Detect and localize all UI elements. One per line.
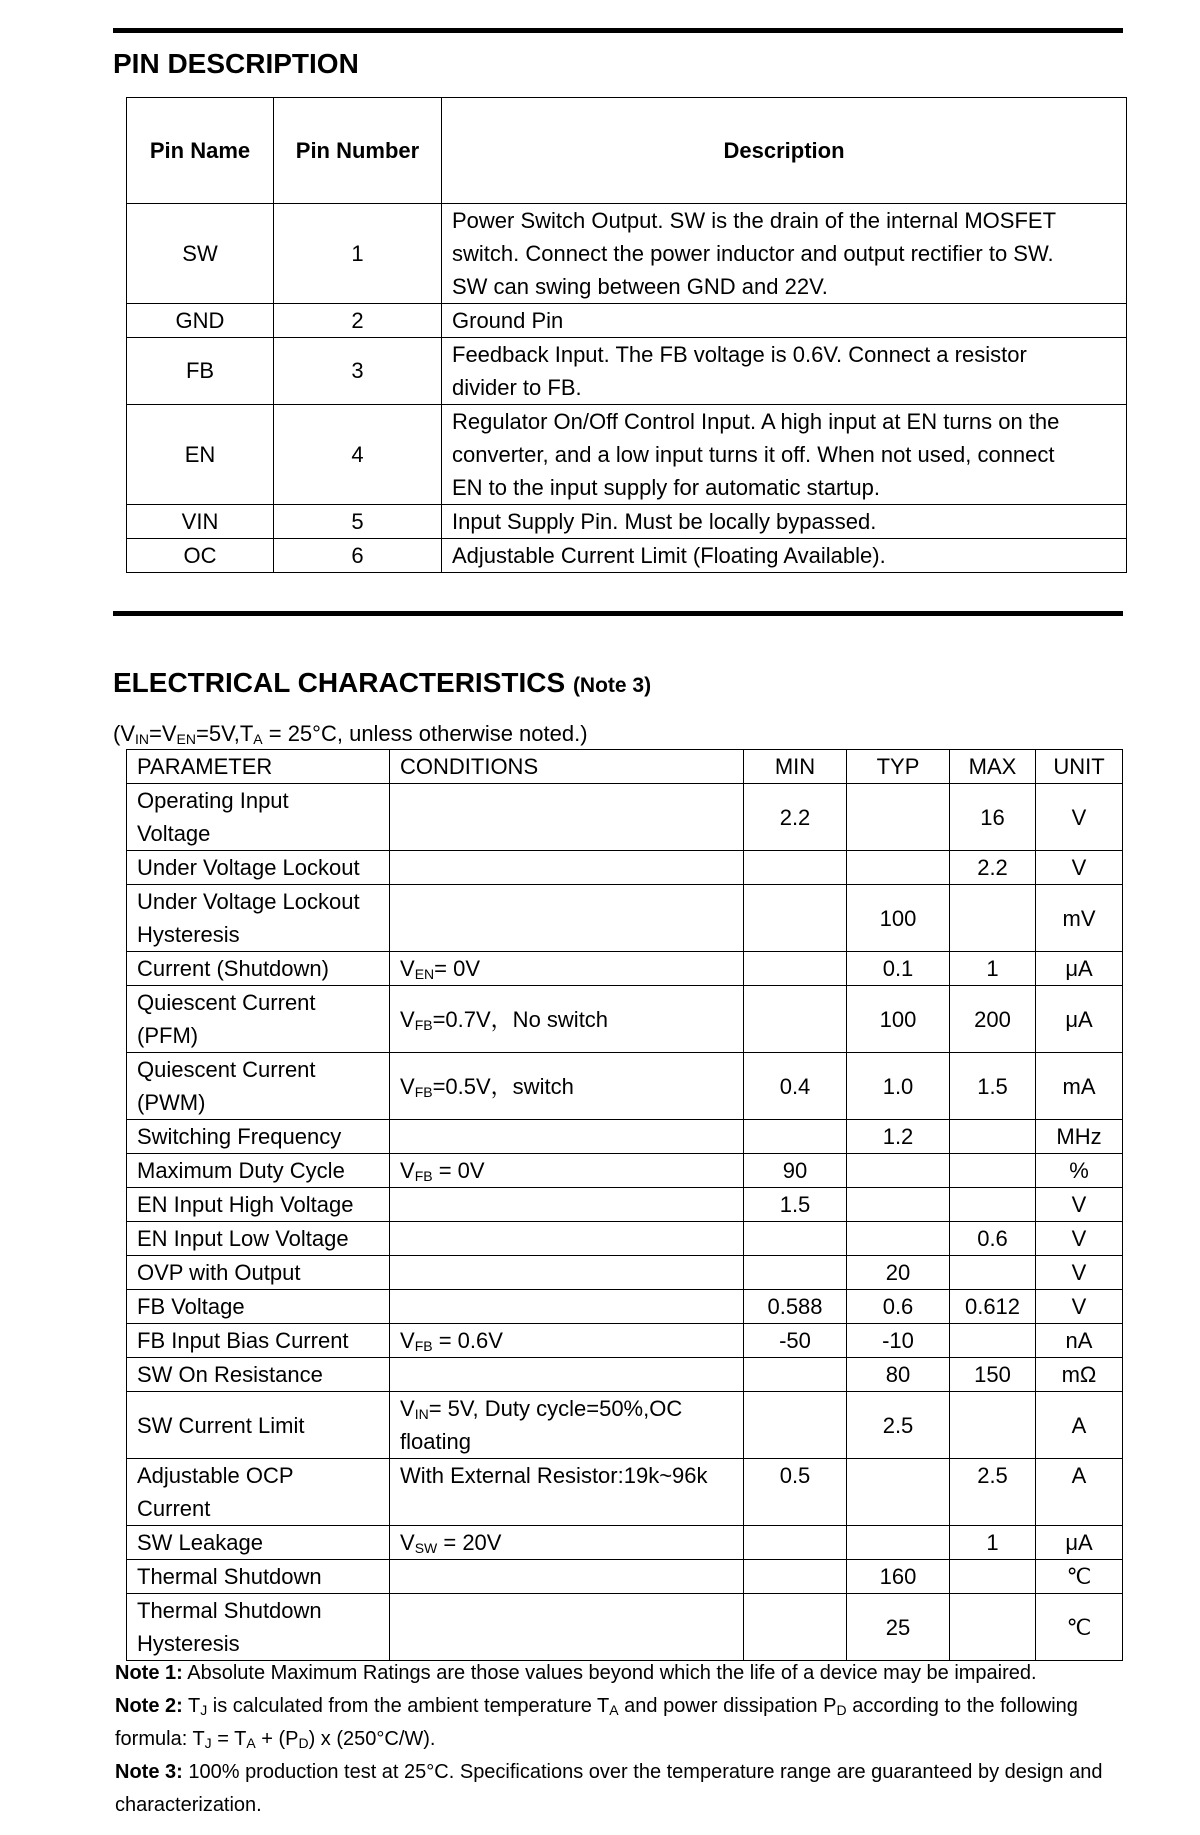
pin-table-header [127, 98, 1127, 204]
pin-number: 3 [274, 338, 442, 405]
condition-text: V [400, 1396, 415, 1421]
min-cell [744, 1358, 847, 1392]
condition-line [400, 1425, 733, 1458]
max-cell: 200 [950, 986, 1036, 1053]
pin-description-line: Power Switch Output. SW is the drain of the internal MOSFET [452, 208, 1057, 233]
pin-description [442, 405, 1127, 505]
pin-number: 6 [274, 539, 442, 573]
ec-row [127, 1222, 1123, 1256]
conditions-cell [390, 1459, 744, 1526]
test-conditions-text: =V [149, 721, 177, 746]
unit-header: UNIT [1036, 750, 1123, 784]
conditions-cell [390, 1256, 744, 1290]
pin-name: FB [127, 338, 274, 405]
min-cell [744, 1594, 847, 1661]
parameter-cell [127, 1120, 390, 1154]
note-text: is calculated from the ambient temperature T [207, 1695, 610, 1717]
parameter-line: Hysteresis [137, 922, 240, 947]
pin-number-header: Pin Number [274, 98, 442, 204]
typ-cell: -10 [847, 1324, 950, 1358]
parameter-cell [127, 986, 390, 1053]
parameter-line: Thermal Shutdown [137, 1598, 322, 1623]
unit-cell: % [1036, 1154, 1123, 1188]
unit-cell: ℃ [1036, 1560, 1123, 1594]
parameter-line: Voltage [137, 821, 211, 846]
max-cell: 150 [950, 1358, 1036, 1392]
condition-text: = 0V [432, 1158, 485, 1183]
condition-text: V [400, 956, 415, 981]
max-cell: 2.2 [950, 851, 1036, 885]
unit-cell: V [1036, 1290, 1123, 1324]
ec-row [127, 1290, 1123, 1324]
ec-row [127, 1053, 1123, 1120]
note-subscript: J [204, 1735, 212, 1751]
min-cell: 0.4 [744, 1053, 847, 1120]
parameter-cell [127, 851, 390, 885]
pin-description [442, 505, 1127, 539]
unit-cell: V [1036, 1222, 1123, 1256]
test-conditions [113, 721, 588, 747]
min-cell: 90 [744, 1154, 847, 1188]
pin-name: OC [127, 539, 274, 573]
pin-row [127, 505, 1127, 539]
unit-cell: μA [1036, 986, 1123, 1053]
typ-cell: 25 [847, 1594, 950, 1661]
test-conditions-subscript: EN [176, 731, 196, 747]
parameter-line: Hysteresis [137, 1631, 240, 1656]
unit-cell: mΩ [1036, 1358, 1123, 1392]
pin-number: 1 [274, 204, 442, 304]
typ-header: TYP [847, 750, 950, 784]
note-label: Note 3: [115, 1761, 183, 1783]
note-paragraph [115, 1657, 1135, 1690]
parameter-cell [127, 1459, 390, 1526]
max-cell: 16 [950, 784, 1036, 851]
typ-cell [847, 1222, 950, 1256]
note-text: according to the following formula: T [115, 1695, 1078, 1750]
unit-cell: V [1036, 1188, 1123, 1222]
pin-number: 5 [274, 505, 442, 539]
parameter-line: FB Voltage [137, 1294, 245, 1319]
parameter-line: SW Leakage [137, 1530, 263, 1555]
conditions-cell [390, 1290, 744, 1324]
note-text: = T [211, 1728, 247, 1750]
max-cell [950, 1594, 1036, 1661]
ec-row [127, 784, 1123, 851]
max-cell: 2.5 [950, 1459, 1036, 1526]
top-divider [113, 28, 1123, 33]
ec-row [127, 851, 1123, 885]
note-paragraph [115, 1690, 1135, 1756]
ec-row [127, 1188, 1123, 1222]
condition-subscript: FB [414, 1083, 433, 1100]
parameter-line: EN Input High Voltage [137, 1192, 354, 1217]
ec-row [127, 885, 1123, 952]
min-cell: -50 [744, 1324, 847, 1358]
typ-cell: 0.6 [847, 1290, 950, 1324]
condition-line [400, 1526, 733, 1559]
note-text: ) x (250°C/W). [308, 1728, 436, 1750]
ec-title-note: (Note 3) [572, 674, 652, 697]
ec-row [127, 1594, 1123, 1661]
condition-text: =0.5V，switch [432, 1073, 574, 1099]
max-cell [950, 1392, 1036, 1459]
unit-cell: A [1036, 1459, 1123, 1526]
typ-cell [847, 1154, 950, 1188]
parameter-line: Adjustable OCP [137, 1463, 294, 1488]
conditions-cell [390, 851, 744, 885]
condition-subscript: FB [414, 1168, 433, 1184]
min-cell: 0.5 [744, 1459, 847, 1526]
condition-text: V [400, 1073, 415, 1099]
condition-text: floating [400, 1429, 471, 1454]
parameter-cell [127, 1188, 390, 1222]
condition-text: With External Resistor:19k~96k [400, 1463, 708, 1488]
typ-cell [847, 784, 950, 851]
conditions-cell [390, 1053, 744, 1120]
parameter-line: Operating Input [137, 788, 289, 813]
typ-cell [847, 1526, 950, 1560]
pin-name-header: Pin Name [127, 98, 274, 204]
condition-subscript: FB [414, 1016, 433, 1033]
pin-row [127, 204, 1127, 304]
max-cell: 0.6 [950, 1222, 1036, 1256]
note-subscript: A [609, 1702, 619, 1718]
note-text: 100% production test at 25°C. Specifications over the temperature range are guaranteed by design and characterization. [115, 1761, 1103, 1816]
note-paragraph [115, 1756, 1135, 1822]
note-text: and power dissipation P [618, 1695, 837, 1717]
min-cell: 0.588 [744, 1290, 847, 1324]
max-cell [950, 1188, 1036, 1222]
pin-description [442, 338, 1127, 405]
conditions-cell [390, 1560, 744, 1594]
pin-row [127, 304, 1127, 338]
condition-text: V [400, 1158, 415, 1183]
conditions-cell [390, 1358, 744, 1392]
max-cell: 1.5 [950, 1053, 1036, 1120]
condition-text: = 5V, Duty cycle=50%,OC [428, 1396, 683, 1421]
ec-table-header [127, 750, 1123, 784]
min-cell [744, 885, 847, 952]
parameter-cell [127, 1256, 390, 1290]
max-cell [950, 1256, 1036, 1290]
note-text: + (P [255, 1728, 299, 1750]
unit-cell: A [1036, 1392, 1123, 1459]
parameter-cell [127, 952, 390, 986]
parameter-cell [127, 885, 390, 952]
typ-cell [847, 1459, 950, 1526]
typ-cell: 0.1 [847, 952, 950, 986]
condition-line [400, 1392, 733, 1425]
unit-cell: V [1036, 784, 1123, 851]
unit-cell: mA [1036, 1053, 1123, 1120]
parameter-cell [127, 1526, 390, 1560]
max-cell: 1 [950, 952, 1036, 986]
parameter-header: PARAMETER [127, 750, 390, 784]
condition-subscript: EN [414, 966, 435, 982]
ec-row [127, 1324, 1123, 1358]
min-cell [744, 1560, 847, 1594]
note-subscript: J [200, 1702, 208, 1718]
conditions-cell [390, 1188, 744, 1222]
min-cell [744, 851, 847, 885]
min-cell [744, 1222, 847, 1256]
typ-cell [847, 851, 950, 885]
test-conditions-text: (V [113, 721, 135, 746]
max-cell: 1 [950, 1526, 1036, 1560]
pin-description-line: Regulator On/Off Control Input. A high input at EN turns on the [452, 409, 1060, 434]
pin-description-line: Ground Pin [452, 308, 564, 333]
note-subscript: A [246, 1735, 256, 1751]
parameter-cell [127, 1053, 390, 1120]
ec-title-text: ELECTRICAL CHARACTERISTICS [113, 667, 566, 698]
parameter-line: Maximum Duty Cycle [137, 1158, 345, 1183]
pin-row [127, 539, 1127, 573]
pin-name: GND [127, 304, 274, 338]
parameter-line: Switching Frequency [137, 1124, 342, 1149]
parameter-line: FB Input Bias Current [137, 1328, 349, 1353]
parameter-cell [127, 1222, 390, 1256]
condition-text: V [400, 1328, 415, 1353]
note-text: Absolute Maximum Ratings are those values beyond which the life of a device may be impaired. [182, 1662, 1037, 1684]
typ-cell: 80 [847, 1358, 950, 1392]
typ-cell: 100 [847, 986, 950, 1053]
pin-name: VIN [127, 505, 274, 539]
condition-line [400, 1003, 733, 1036]
min-cell [744, 952, 847, 986]
min-header: MIN [744, 750, 847, 784]
parameter-cell [127, 1358, 390, 1392]
pin-description-line: switch. Connect the power inductor and output rectifier to SW. [452, 241, 1054, 266]
unit-cell: nA [1036, 1324, 1123, 1358]
parameter-line: Under Voltage Lockout [137, 889, 360, 914]
conditions-cell [390, 1120, 744, 1154]
conditions-cell [390, 784, 744, 851]
pin-description-line: SW can swing between GND and 22V. [452, 274, 828, 299]
min-cell [744, 1392, 847, 1459]
conditions-cell [390, 1324, 744, 1358]
conditions-cell [390, 1526, 744, 1560]
parameter-line: (PWM) [137, 1090, 206, 1115]
unit-cell: V [1036, 851, 1123, 885]
parameter-line: Thermal Shutdown [137, 1564, 322, 1589]
pin-description-line: divider to FB. [452, 375, 582, 400]
max-cell [950, 1560, 1036, 1594]
max-cell: 0.612 [950, 1290, 1036, 1324]
max-cell [950, 1154, 1036, 1188]
condition-line [400, 1324, 733, 1357]
typ-cell: 160 [847, 1560, 950, 1594]
pin-description-line: EN to the input supply for automatic startup. [452, 475, 881, 500]
conditions-cell [390, 1594, 744, 1661]
pin-row [127, 338, 1127, 405]
condition-text: =0.7V，No switch [432, 1006, 609, 1032]
typ-cell: 100 [847, 885, 950, 952]
typ-cell [847, 1188, 950, 1222]
typ-cell: 1.0 [847, 1053, 950, 1120]
parameter-line: Under Voltage Lockout [137, 855, 360, 880]
test-conditions-subscript: A [253, 731, 263, 747]
condition-text: = 0V [434, 956, 481, 981]
pin-name: EN [127, 405, 274, 505]
ec-section-title [113, 669, 651, 697]
unit-cell: ℃ [1036, 1594, 1123, 1661]
pin-row [127, 405, 1127, 505]
ec-row [127, 1154, 1123, 1188]
pin-description-table [126, 97, 1127, 573]
ec-row [127, 1560, 1123, 1594]
conditions-cell [390, 1222, 744, 1256]
unit-cell: μA [1036, 1526, 1123, 1560]
condition-text: = 0.6V [432, 1328, 503, 1353]
pin-description [442, 304, 1127, 338]
pin-description-line: converter, and a low input turns it off. When not used, connect [452, 442, 1055, 467]
typ-cell: 2.5 [847, 1392, 950, 1459]
note-text: T [182, 1695, 201, 1717]
pin-description [442, 539, 1127, 573]
ec-row [127, 1256, 1123, 1290]
pin-description [442, 204, 1127, 304]
parameter-cell [127, 1154, 390, 1188]
parameter-line: SW On Resistance [137, 1362, 323, 1387]
electrical-characteristics-table [126, 749, 1123, 1661]
conditions-cell [390, 1392, 744, 1459]
parameter-cell [127, 1290, 390, 1324]
min-cell [744, 1256, 847, 1290]
parameter-cell [127, 1324, 390, 1358]
min-cell [744, 1526, 847, 1560]
notes-block [115, 1657, 1135, 1822]
pin-name: SW [127, 204, 274, 304]
ec-row [127, 1392, 1123, 1459]
mid-divider [113, 611, 1123, 616]
min-cell [744, 986, 847, 1053]
pin-number: 2 [274, 304, 442, 338]
pin-description-header: Description [442, 98, 1127, 204]
condition-line [400, 1070, 733, 1103]
condition-subscript: FB [414, 1338, 433, 1354]
unit-cell: V [1036, 1256, 1123, 1290]
ec-row [127, 952, 1123, 986]
conditions-cell [390, 986, 744, 1053]
typ-cell: 20 [847, 1256, 950, 1290]
conditions-cell [390, 885, 744, 952]
conditions-header: CONDITIONS [390, 750, 744, 784]
parameter-line: Quiescent Current [137, 1057, 316, 1082]
unit-cell: MHz [1036, 1120, 1123, 1154]
max-cell [950, 1120, 1036, 1154]
parameter-cell [127, 1560, 390, 1594]
max-header: MAX [950, 750, 1036, 784]
unit-cell: mV [1036, 885, 1123, 952]
parameter-cell [127, 1392, 390, 1459]
parameter-cell [127, 784, 390, 851]
condition-text: = 20V [437, 1530, 502, 1555]
condition-text: V [400, 1006, 415, 1032]
min-cell: 2.2 [744, 784, 847, 851]
note-label: Note 2: [115, 1695, 183, 1717]
unit-cell: μA [1036, 952, 1123, 986]
condition-line [400, 1459, 733, 1492]
pin-description-line: Input Supply Pin. Must be locally bypassed. [452, 509, 877, 534]
condition-subscript: SW [414, 1540, 438, 1556]
test-conditions-text: =5V,T [195, 721, 254, 746]
ec-row [127, 1358, 1123, 1392]
note-subscript: D [836, 1702, 847, 1718]
test-conditions-subscript: IN [135, 731, 149, 747]
ec-row [127, 1526, 1123, 1560]
parameter-line: OVP with Output [137, 1260, 301, 1285]
pin-description-line: Feedback Input. The FB voltage is 0.6V. Connect a resistor [452, 342, 1027, 367]
ec-row [127, 1120, 1123, 1154]
parameter-line: SW Current Limit [137, 1412, 305, 1438]
condition-text: V [400, 1530, 415, 1555]
note-subscript: D [298, 1735, 309, 1751]
parameter-line: Quiescent Current [137, 990, 316, 1015]
parameter-line: Current [137, 1496, 211, 1521]
pin-description-line: Adjustable Current Limit (Floating Available). [452, 543, 886, 568]
conditions-cell [390, 952, 744, 986]
pin-section-title: PIN DESCRIPTION [113, 48, 359, 79]
note-label: Note 1: [115, 1662, 183, 1684]
ec-row [127, 1459, 1123, 1526]
condition-line [400, 952, 733, 985]
ec-row [127, 986, 1123, 1053]
condition-line [400, 1154, 733, 1187]
max-cell [950, 885, 1036, 952]
parameter-line: Current (Shutdown) [137, 956, 329, 981]
condition-subscript: IN [414, 1406, 429, 1422]
conditions-cell [390, 1154, 744, 1188]
min-cell [744, 1120, 847, 1154]
typ-cell: 1.2 [847, 1120, 950, 1154]
parameter-line: (PFM) [137, 1023, 199, 1048]
parameter-cell [127, 1594, 390, 1661]
max-cell [950, 1324, 1036, 1358]
parameter-line: EN Input Low Voltage [137, 1226, 349, 1251]
min-cell: 1.5 [744, 1188, 847, 1222]
test-conditions-text: = 25°C, unless otherwise noted.) [262, 721, 588, 746]
pin-number: 4 [274, 405, 442, 505]
